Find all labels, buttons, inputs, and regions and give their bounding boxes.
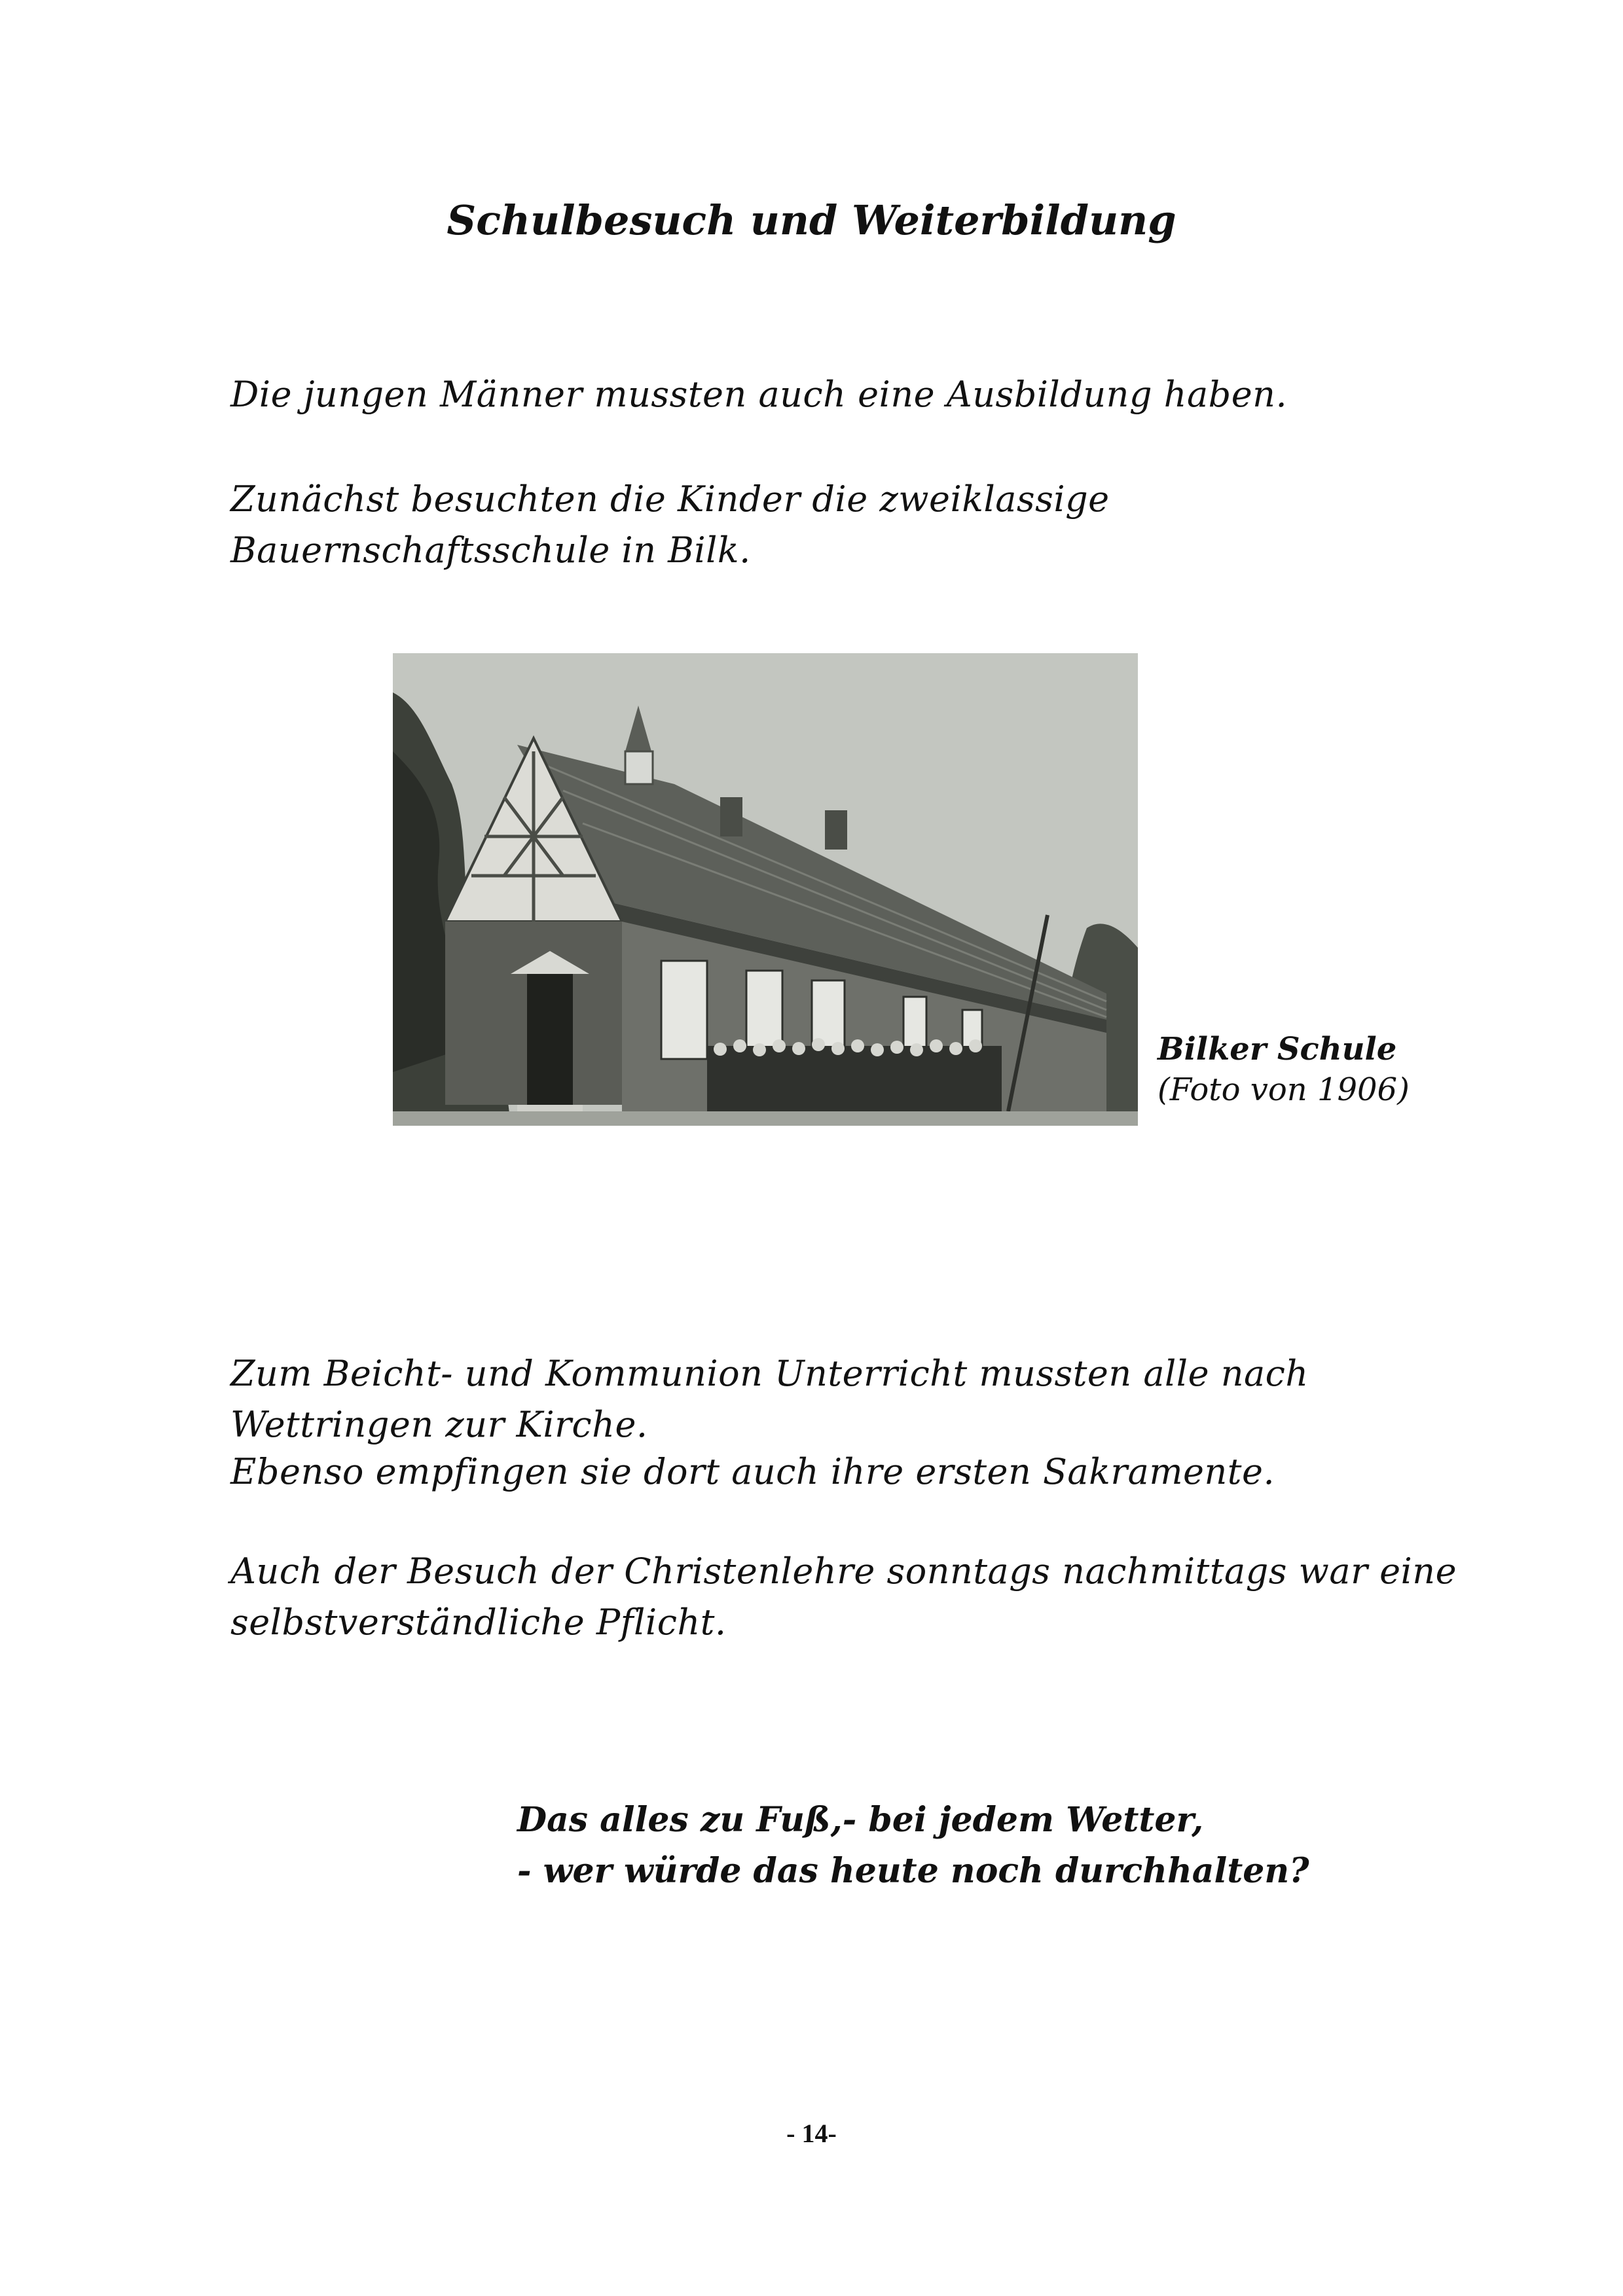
page-title: Schulbesuch und Weiterbildung <box>447 196 1176 244</box>
caption-line: Bilker Schule <box>1158 1031 1397 1067</box>
closing-remark <box>517 1795 1309 1897</box>
school-photo <box>393 653 1138 1126</box>
paragraph: Zum Beicht- und Kommunion Unterricht mussten alle nach Wettringen zur Kirche. <box>230 1353 1309 1445</box>
photo-caption <box>1158 1029 1410 1110</box>
closing-line: Das alles zu Fuß,- bei jedem Wetter, <box>517 1800 1204 1840</box>
paragraph: Die jungen Männer mussten auch eine Ausbildung haben. <box>230 374 1288 415</box>
caption-line: (Foto von 1906) <box>1158 1071 1410 1108</box>
paragraph: Auch der Besuch der Christenlehre sonntags nachmittags war eine selbstverständliche Pflicht. <box>230 1551 1457 1643</box>
closing-line: - wer würde das heute noch durchhalten? <box>517 1851 1309 1891</box>
paragraph: Ebenso empfingen sie dort auch ihre ersten Sakramente. <box>230 1451 1275 1492</box>
page-number: - 14- <box>786 2119 837 2148</box>
paragraph: Zunächst besuchten die Kinder die zweiklassige Bauernschaftsschule in Bilk. <box>230 478 1110 571</box>
